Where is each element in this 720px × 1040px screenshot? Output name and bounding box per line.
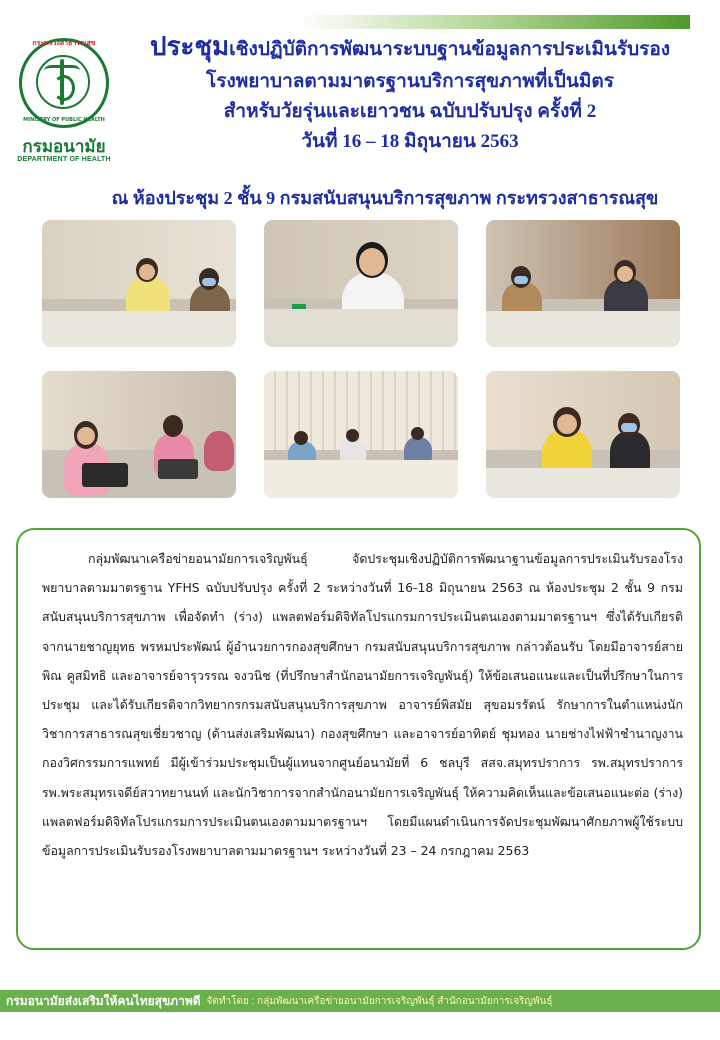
event-venue: ณ ห้องประชุม 2 ชั้น 9 กรมสนับสนุนบริการสุขภาพ กระทรวงสาธารณสุข xyxy=(111,188,659,208)
meeting-photo-6 xyxy=(486,371,680,498)
meeting-photo-4 xyxy=(42,371,236,498)
department-name-en: DEPARTMENT OF HEALTH xyxy=(17,156,111,163)
title-line-1 xyxy=(112,30,708,67)
event-date: วันที่ 16 – 18 มิถุนายน 2563 xyxy=(301,131,519,152)
article-text-box xyxy=(16,528,701,950)
meeting-photo-2 xyxy=(264,220,458,347)
footer-producer: จัดทำโดย : กลุ่มพัฒนาเครือข่ายอนามัยการเจริญพันธุ์ สำนักอนามัยการเจริญพันธุ์ xyxy=(206,995,553,1007)
seal-text-th: กระทรวงสาธารณสุข xyxy=(32,39,96,47)
footer-slogan: กรมอนามัยส่งเสริมให้คนไทยสุขภาพดี xyxy=(6,993,201,1008)
title-line-2: โรงพยาบาลตามมาตรฐานบริการสุขภาพที่เป็นมิตร xyxy=(206,71,614,92)
department-name-th: กรมอนามัย xyxy=(22,137,106,156)
ministry-seal-icon xyxy=(19,38,109,128)
meeting-photo-1 xyxy=(42,220,236,347)
meeting-photo-5 xyxy=(264,371,458,498)
meeting-photo-3 xyxy=(486,220,680,347)
title-line-3: สำหรับวัยรุ่นและเยาวชน ฉบับปรับปรุง ครั้งที่ 2 xyxy=(223,101,597,122)
title-line-1-rest: เชิงปฏิบัติการพัฒนาระบบฐานข้อมูลการประเมินรับรอง xyxy=(229,39,671,60)
footer-bar xyxy=(0,990,720,1012)
seal-text-en: MINISTRY OF PUBLIC HEALTH xyxy=(23,117,105,123)
header-gradient-bar xyxy=(300,15,690,29)
department-logo xyxy=(14,38,114,163)
article-paragraph: กลุ่มพัฒนาเครือข่ายอนามัยการเจริญพันธุ์ จัดประชุมเชิงปฏิบัติการพัฒนาฐานข้อมูลการประเมินรับรองโรงพยาบาลตามมาตรฐาน YFHS ฉบับปรับปรุง ครั้งที่ 2 ระหว่างวันที่ 16-18 มิถุนายน 2563 ณ ห้องประชุม 2 ชั้น 9 กรมสนับสนุนบริการสุขภาพ เพื่อจัดทำ (ร่าง) แพลตฟอร์มดิจิทัลโปรแกรมการประเมินตนเองตามมาตรฐานฯ ซึ่งได้รับเกียรติจากนายชาญยุทธ พรหมประพัฒน์ ผู้อำนวยการกองสุขศึกษา กรมสนับสนุนบริการสุขภาพ กล่าวต้อนรับ โดยมีอาจารย์สายพิณ คูสมิทธิ และอาจารย์จารุวรรณ จงวนิช (ที่ปรึกษาสำนักอนามัยการเจริญพันธุ์) ให้ข้อเสนอแนะและเป็นที่ปรึกษาในการประชุม และได้รับเกียรติจากวิทยากรกรมสนับสนุนบริการสุขภาพ อาจารย์พิสมัย สุขอมรรัตน์ รักษาการในตำแหน่งนักวิชาการสาธารณสุขเชี่ยวชาญ (ด้านส่งเสริมพัฒนา) กองสุขศึกษา และอาจารย์อาทิตย์ ชุมทอง นายช่างไฟฟ้าชำนาญงาน กองวิศกรรมการแพทย์ มีผู้เข้าร่วมประชุมเป็นผู้แทนจากศูนย์อนามัยที่ 6 ชลบุรี สสจ.สมุทรปราการ รพ.สมุทรปราการ รพ.พระสมุทรเจดีย์สวาทยานนท์ และนักวิชาการจากสำนักอนามัยการเจริญพันธุ์ ให้ความคิดเห็นและข้อเสนอแนะต่อ (ร่าง) แพลตฟอร์มดิจิทัลโปรแกรมการประเมินตนเองตามมาตรฐานฯ โดยมีแผนดำเนินการจัดประชุมพัฒนาศักยภาพผู้ใช้ระบบข้อมูลการประเมินรับรองโรงพยาบาลตามมาตรฐานฯ ระหว่างวันที่ 23 – 24 กรกฎาคม 2563 xyxy=(42,551,683,859)
page-title xyxy=(112,30,708,157)
title-big-word: ประชุม xyxy=(149,32,230,61)
